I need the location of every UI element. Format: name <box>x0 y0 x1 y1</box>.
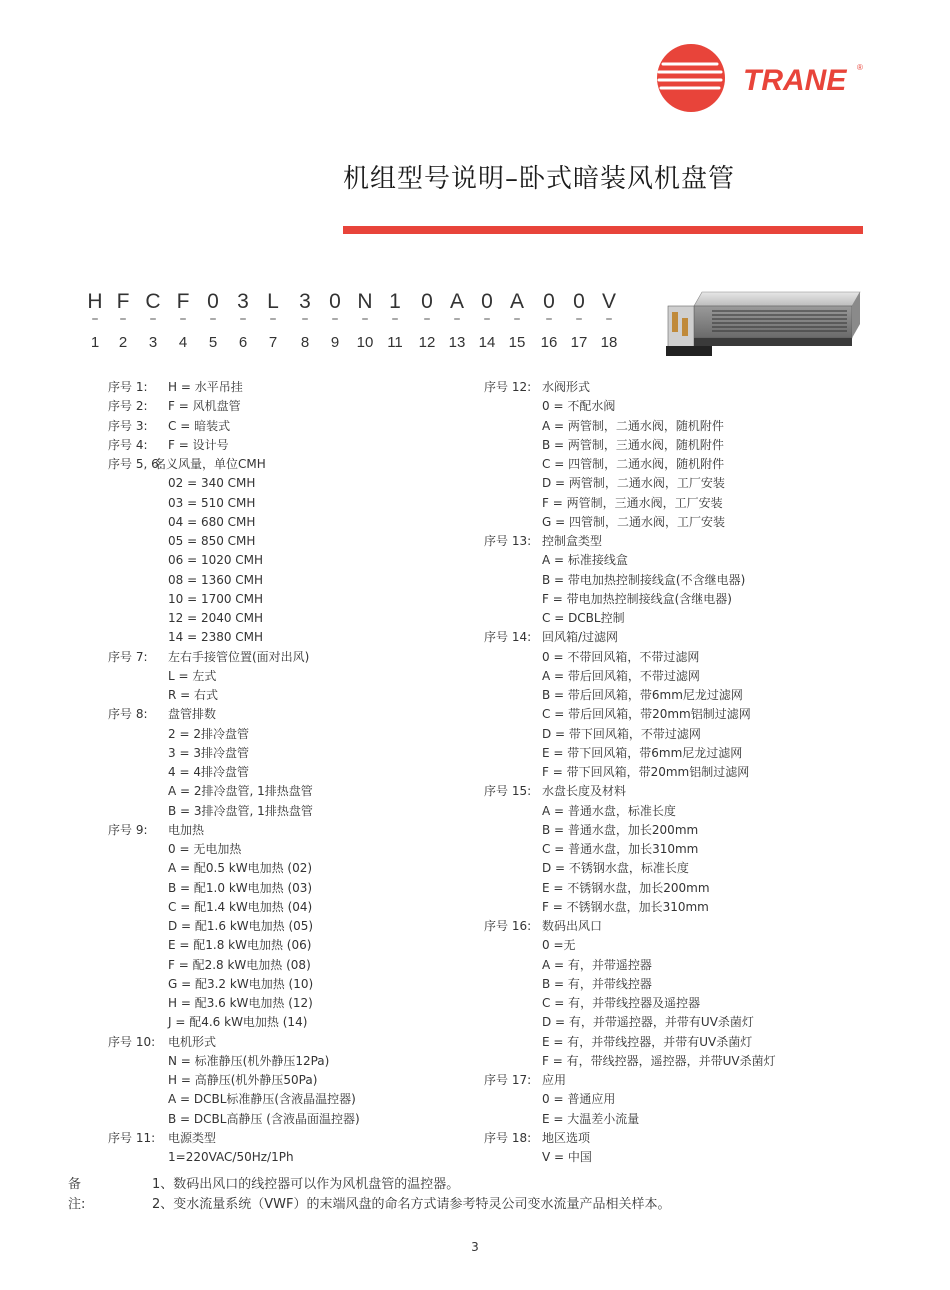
list-item <box>484 917 864 936</box>
item-text: C = 普通水盘，加长310mm <box>542 842 699 856</box>
list-item <box>108 628 468 647</box>
model-code-char: A <box>449 290 464 313</box>
list-item <box>484 705 864 724</box>
list-item <box>484 436 864 455</box>
item-text: D = 带下回风箱，不带过滤网 <box>542 726 701 741</box>
list-item <box>484 975 864 994</box>
item-text: A = 标准接线盒 <box>542 553 628 568</box>
model-code-char: H <box>87 290 103 313</box>
item-text: 14 = 2380 CMH <box>168 630 264 645</box>
item-text: 06 = 1020 CMH <box>168 553 264 568</box>
list-item <box>484 397 864 416</box>
item-text: D = 配1.6 kW电加热 (05) <box>168 919 314 933</box>
logo-registered-mark: ® <box>857 63 863 72</box>
model-code-position: 14 <box>478 334 496 351</box>
model-code-position: 9 <box>330 334 340 351</box>
item-text: 4 = 4排冷盘管 <box>168 765 249 779</box>
list-item <box>108 513 468 532</box>
item-label: 序号 4: <box>108 437 148 452</box>
item-text: G = 四管制，二通水阀，工厂安装 <box>542 514 725 529</box>
list-item <box>484 532 864 551</box>
model-code-dash: – <box>423 311 431 327</box>
item-text: 0 = 不配水阀 <box>542 399 616 414</box>
list-item <box>108 705 468 724</box>
item-text: 数码出风口 <box>542 919 603 933</box>
list-item <box>108 1052 468 1071</box>
list-item <box>484 1129 864 1148</box>
item-text: F = 不锈钢水盘，加长310mm <box>542 899 709 914</box>
item-text: F = 两管制，三通水阀，工厂安装 <box>542 495 723 510</box>
item-label: 序号 2: <box>108 399 148 414</box>
list-item <box>108 455 468 474</box>
list-item <box>484 417 864 436</box>
item-text: B = DCBL高静压 (含液晶面温控器) <box>168 1111 360 1126</box>
model-code-char: C <box>145 290 161 313</box>
item-text: F = 设计号 <box>168 437 229 452</box>
model-code-dash: – <box>545 311 553 327</box>
list-item <box>484 455 864 474</box>
item-label: 序号 17: <box>484 1073 532 1087</box>
list-item <box>484 609 864 628</box>
list-item <box>108 551 468 570</box>
item-text: E = 大温差小流量 <box>542 1111 640 1126</box>
item-text: E = 带下回风箱，带6mm尼龙过滤网 <box>542 745 743 760</box>
item-text: F = 有，带线控器，遥控器，并带UV杀菌灯 <box>542 1053 776 1068</box>
item-text: 0 = 无电加热 <box>168 842 242 856</box>
list-item <box>484 667 864 686</box>
item-text: 12 = 2040 CMH <box>168 611 264 625</box>
model-code-position: 5 <box>208 334 218 351</box>
list-item <box>484 936 864 955</box>
model-code-position: 18 <box>600 334 618 351</box>
item-text: 水阀形式 <box>542 380 591 394</box>
item-text: E = 不锈钢水盘，加长200mm <box>542 880 710 895</box>
list-item <box>484 725 864 744</box>
model-code-position: 2 <box>118 334 128 351</box>
model-code-dash: – <box>91 311 99 327</box>
model-code-char: 0 <box>329 290 341 313</box>
list-item <box>484 1013 864 1032</box>
item-label: 序号 3: <box>108 418 148 433</box>
list-item <box>484 744 864 763</box>
list-item <box>484 474 864 493</box>
list-item <box>108 840 468 859</box>
list-item <box>108 1013 468 1032</box>
model-code-dash: – <box>269 311 277 327</box>
model-code-position: 11 <box>387 334 403 351</box>
item-text: C = 暗装式 <box>168 418 231 433</box>
item-text: 0 = 普通应用 <box>542 1092 616 1107</box>
model-code-position: 17 <box>570 334 588 351</box>
list-item <box>108 802 468 821</box>
item-text: 04 = 680 CMH <box>168 514 256 529</box>
model-code-position: 7 <box>268 334 278 351</box>
model-code-dash: – <box>513 311 521 327</box>
item-text: V = 中国 <box>542 1150 592 1164</box>
item-text: 名义风量，单位CMH <box>154 457 266 471</box>
item-text: C = DCBL控制 <box>542 611 625 625</box>
item-text: 电加热 <box>168 822 205 837</box>
list-item <box>108 821 468 840</box>
page-number: 3 <box>471 1240 479 1254</box>
item-text: 地区选项 <box>542 1130 591 1145</box>
model-code-char: F <box>176 290 190 313</box>
list-item <box>108 782 468 801</box>
model-code-position: 8 <box>300 334 310 351</box>
item-text: A = 带后回风箱，不带过滤网 <box>542 668 700 683</box>
model-code-dash: – <box>605 311 613 327</box>
list-item <box>108 417 468 436</box>
item-text: C = 有，并带线控器及遥控器 <box>542 996 701 1010</box>
list-item <box>108 1033 468 1052</box>
model-code-char: 0 <box>481 290 493 313</box>
fan-coil-unit-icon <box>662 284 862 364</box>
list-item <box>108 859 468 878</box>
model-code-char: L <box>267 290 279 313</box>
item-text: R = 右式 <box>168 688 219 702</box>
list-item <box>108 1071 468 1090</box>
model-code-char: 0 <box>207 290 219 313</box>
item-text: A = 配0.5 kW电加热 (02) <box>168 861 313 876</box>
item-text: D = 有，并带遥控器，并带有UV杀菌灯 <box>542 1015 754 1030</box>
item-text: 回风箱/过滤网 <box>542 630 619 645</box>
item-text: B = 有，并带线控器 <box>542 976 652 991</box>
list-item <box>108 609 468 628</box>
list-item <box>108 667 468 686</box>
list-item <box>108 936 468 955</box>
item-text: 03 = 510 CMH <box>168 495 256 510</box>
item-text: 左右手接管位置(面对出风) <box>168 649 310 664</box>
list-item <box>108 571 468 590</box>
item-text: E = 有，并带线控器，并带有UV杀菌灯 <box>542 1034 753 1049</box>
item-text: F = 风机盘管 <box>168 399 241 414</box>
right-column-list <box>484 378 864 1167</box>
model-code-dash: – <box>391 311 399 327</box>
item-label: 序号 1: <box>108 380 148 394</box>
list-item <box>484 378 864 397</box>
list-item <box>484 1033 864 1052</box>
model-code-dash: – <box>301 311 309 327</box>
page-title: 机组型号说明–卧式暗装风机盘管 <box>343 164 736 194</box>
list-item <box>484 648 864 667</box>
item-text: 02 = 340 CMH <box>168 476 256 491</box>
item-text: B = 两管制，三通水阀，随机附件 <box>542 437 724 452</box>
item-text: 1=220VAC/50Hz/1Ph <box>168 1150 294 1164</box>
list-item <box>108 956 468 975</box>
list-item <box>484 1090 864 1109</box>
model-code-position: 10 <box>356 334 374 351</box>
list-item <box>484 879 864 898</box>
list-item <box>484 513 864 532</box>
list-item <box>108 436 468 455</box>
item-text: 0 = 不带回风箱，不带过滤网 <box>542 649 700 664</box>
list-item <box>108 378 468 397</box>
item-text: A = 普通水盘，标准长度 <box>542 803 676 818</box>
model-code-dash: – <box>575 311 583 327</box>
model-code-char: 0 <box>421 290 433 313</box>
note-item-1: 1、数码出风口的线控器可以作为风机盘管的温控器。 <box>152 1177 460 1192</box>
model-code-char: F <box>116 290 130 313</box>
model-code-char: V <box>601 290 616 313</box>
list-item <box>484 1110 864 1129</box>
list-item <box>484 628 864 647</box>
model-code-dash: – <box>119 311 127 327</box>
item-text: B = 配1.0 kW电加热 (03) <box>168 880 313 895</box>
item-label: 序号 9: <box>108 822 148 837</box>
item-text: B = 带电加热控制接线盒(不含继电器) <box>542 572 746 587</box>
item-label: 序号 7: <box>108 649 148 664</box>
item-text: 2 = 2排冷盘管 <box>168 726 249 741</box>
item-text: 05 = 850 CMH <box>168 534 256 548</box>
notes-label: 备注: <box>68 1177 86 1212</box>
model-code-char: 3 <box>237 290 249 313</box>
list-item <box>108 532 468 551</box>
list-item <box>484 590 864 609</box>
item-label: 序号 13: <box>484 534 532 548</box>
list-item <box>484 782 864 801</box>
item-text: H = 高静压(机外静压50Pa) <box>168 1073 318 1087</box>
list-item <box>108 917 468 936</box>
model-code-position: 3 <box>148 334 158 351</box>
item-text: N = 标准静压(机外静压12Pa) <box>168 1053 330 1068</box>
item-text: D = 两管制，二通水阀，工厂安装 <box>542 476 725 491</box>
item-label: 序号 11: <box>108 1130 156 1145</box>
list-item <box>484 571 864 590</box>
item-label: 序号 14: <box>484 630 532 645</box>
title-divider <box>343 226 863 234</box>
model-code-position: 12 <box>418 334 436 351</box>
item-text: C = 配1.4 kW电加热 (04) <box>168 899 313 914</box>
model-code-dash: – <box>209 311 217 327</box>
item-text: B = 3排冷盘管, 1排热盘管 <box>168 803 313 818</box>
list-item <box>108 686 468 705</box>
item-text: F = 带下回风箱，带20mm铝制过滤网 <box>542 765 750 779</box>
item-text: D = 不锈钢水盘，标准长度 <box>542 861 689 876</box>
model-code-dash: – <box>453 311 461 327</box>
item-text: A = 2排冷盘管, 1排热盘管 <box>168 784 313 799</box>
list-item <box>484 802 864 821</box>
item-text: 电源类型 <box>168 1130 217 1145</box>
trane-logo <box>655 42 870 114</box>
list-item <box>108 474 468 493</box>
item-label: 序号 18: <box>484 1130 532 1145</box>
model-code-char: 1 <box>389 290 401 313</box>
list-item <box>484 551 864 570</box>
item-label: 序号 5, 6: <box>108 457 163 471</box>
list-item <box>108 898 468 917</box>
item-label: 序号 10: <box>108 1034 156 1049</box>
list-item <box>484 994 864 1013</box>
list-item <box>484 686 864 705</box>
model-code-char: 0 <box>573 290 585 313</box>
model-code-dash: – <box>483 311 491 327</box>
fan-coil-unit-image <box>662 284 862 364</box>
list-item <box>108 744 468 763</box>
item-text: H = 配3.6 kW电加热 (12) <box>168 996 313 1010</box>
item-text: G = 配3.2 kW电加热 (10) <box>168 976 314 991</box>
item-label: 序号 12: <box>484 380 532 394</box>
item-text: B = 普通水盘，加长200mm <box>542 822 699 837</box>
list-item <box>108 879 468 898</box>
model-code-position: 13 <box>448 334 466 351</box>
model-code-position: 4 <box>178 334 188 351</box>
list-item <box>484 763 864 782</box>
item-label: 序号 8: <box>108 707 148 722</box>
list-item <box>108 648 468 667</box>
model-code-position: 16 <box>540 334 558 351</box>
list-item <box>484 898 864 917</box>
list-item <box>108 763 468 782</box>
note-item-2: 2、变水流量系统（VWF）的末端风盘的命名方式请参考特灵公司变水流量产品相关样本。 <box>152 1197 671 1212</box>
model-code-char: A <box>509 290 524 313</box>
item-text: 3 = 3排冷盘管 <box>168 745 249 760</box>
logo-text: TRANE <box>743 64 847 97</box>
model-code-dash: – <box>361 311 369 327</box>
list-item <box>108 494 468 513</box>
item-text: F = 带电加热控制接线盒(含继电器) <box>542 591 732 606</box>
item-label: 序号 15: <box>484 784 532 799</box>
item-text: 控制盒类型 <box>542 534 603 548</box>
item-text: 08 = 1360 CMH <box>168 572 264 587</box>
list-item <box>108 1090 468 1109</box>
list-item <box>108 590 468 609</box>
model-code-position: 1 <box>90 334 100 351</box>
item-text: F = 配2.8 kW电加热 (08) <box>168 957 311 972</box>
list-item <box>108 1110 468 1129</box>
item-text: A = 两管制，二通水阀，随机附件 <box>542 418 724 433</box>
item-text: C = 四管制，二通水阀，随机附件 <box>542 457 725 471</box>
model-code-char: 3 <box>299 290 311 313</box>
model-code-dash: – <box>331 311 339 327</box>
list-item <box>484 821 864 840</box>
item-text: 0 =无 <box>542 938 576 953</box>
model-code-position: 6 <box>238 334 248 351</box>
list-item <box>484 859 864 878</box>
list-item <box>108 975 468 994</box>
list-item <box>484 494 864 513</box>
model-code-dash: – <box>239 311 247 327</box>
item-text: B = 带后回风箱，带6mm尼龙过滤网 <box>542 688 743 702</box>
item-text: C = 带后回风箱，带20mm铝制过滤网 <box>542 707 751 722</box>
list-item <box>484 1148 864 1167</box>
model-code-char: N <box>357 290 373 313</box>
model-code-dash: – <box>149 311 157 327</box>
list-item <box>108 725 468 744</box>
list-item <box>108 397 468 416</box>
list-item <box>484 1071 864 1090</box>
item-text: 电机形式 <box>168 1034 217 1049</box>
list-item <box>108 1129 468 1148</box>
item-text: 应用 <box>542 1073 567 1087</box>
list-item <box>484 840 864 859</box>
model-code-char: 0 <box>543 290 555 313</box>
item-text: 10 = 1700 CMH <box>168 591 264 606</box>
list-item <box>108 1148 468 1167</box>
left-column-list <box>108 378 468 1167</box>
model-code-position: 15 <box>508 334 526 351</box>
item-text: 盘管排数 <box>168 707 217 722</box>
trane-logo-icon <box>655 42 870 114</box>
model-code-dash: – <box>179 311 187 327</box>
list-item <box>484 1052 864 1071</box>
list-item <box>484 956 864 975</box>
item-text: E = 配1.8 kW电加热 (06) <box>168 938 312 953</box>
list-item <box>108 994 468 1013</box>
item-text: L = 左式 <box>168 668 217 683</box>
item-text: J = 配4.6 kW电加热 (14) <box>168 1015 308 1030</box>
item-text: A = 有，并带遥控器 <box>542 957 652 972</box>
item-text: 水盘长度及材料 <box>542 784 627 799</box>
item-label: 序号 16: <box>484 919 532 933</box>
item-text: H = 水平吊挂 <box>168 380 243 394</box>
item-text: A = DCBL标准静压(含液晶温控器) <box>168 1092 356 1107</box>
